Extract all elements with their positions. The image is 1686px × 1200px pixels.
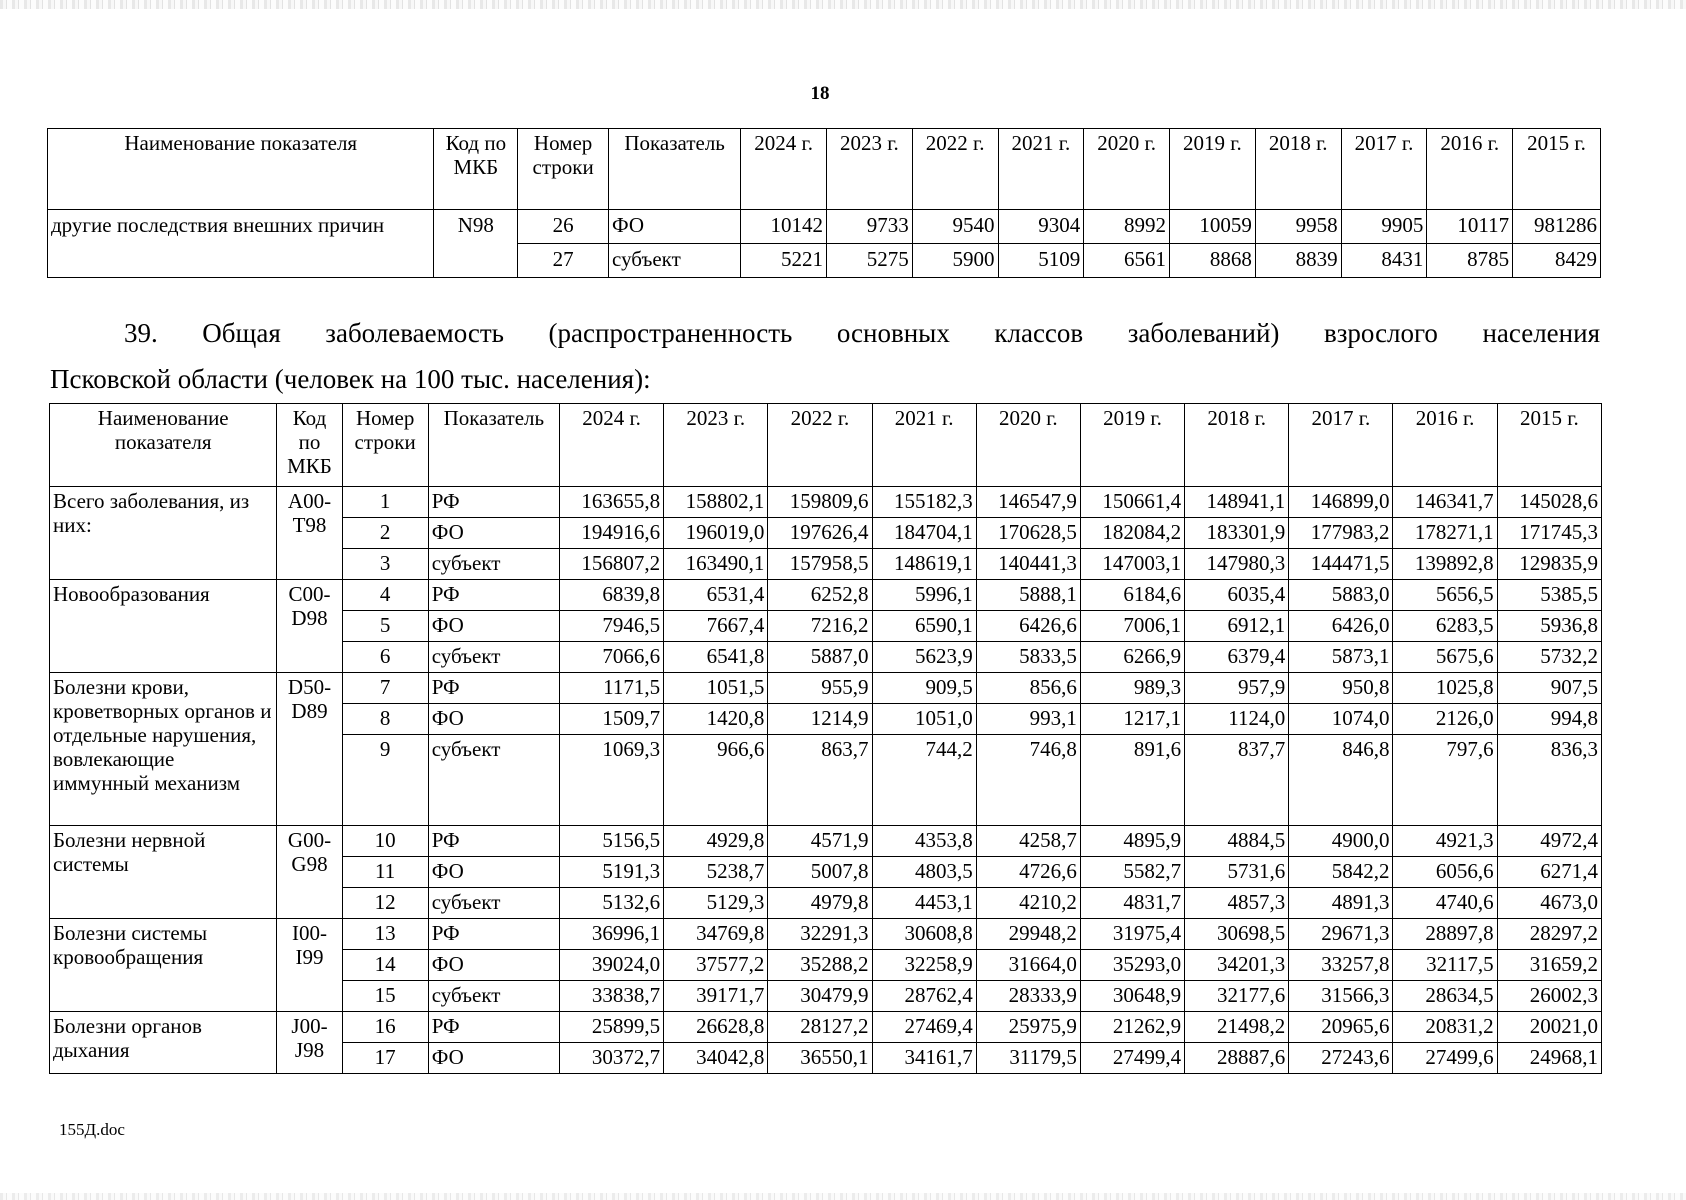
value-cell: 30608,8: [872, 919, 976, 950]
icd-code-cell: A00-T98: [277, 487, 342, 580]
row-number-cell: 12: [342, 888, 428, 919]
value-cell: 182084,2: [1080, 518, 1184, 549]
value-cell: 8785: [1427, 244, 1513, 278]
value-cell: 4258,7: [976, 826, 1080, 857]
value-cell: 28762,4: [872, 981, 976, 1012]
indicator-type-cell: РФ: [428, 673, 559, 704]
column-header: Код по МКБ: [277, 404, 342, 487]
value-cell: 7006,1: [1080, 611, 1184, 642]
value-cell: 9304: [998, 210, 1084, 244]
value-cell: 21262,9: [1080, 1012, 1184, 1043]
page-number: 18: [810, 83, 830, 104]
column-header: Код по МКБ: [434, 129, 518, 210]
value-cell: 4210,2: [976, 888, 1080, 919]
column-header: 2022 г.: [912, 129, 998, 210]
row-number-cell: 2: [342, 518, 428, 549]
value-cell: 28127,2: [768, 1012, 872, 1043]
value-cell: 6531,4: [664, 580, 768, 611]
value-cell: 7216,2: [768, 611, 872, 642]
value-cell: 993,1: [976, 704, 1080, 735]
column-header: 2024 г.: [559, 404, 663, 487]
row-number-cell: 27: [518, 244, 609, 278]
indicator-name-cell: другие последствия внешних причин: [48, 210, 434, 278]
indicator-type-cell: РФ: [428, 487, 559, 518]
value-cell: 20021,0: [1497, 1012, 1601, 1043]
value-cell: 20965,6: [1289, 1012, 1393, 1043]
row-number-cell: 16: [342, 1012, 428, 1043]
value-cell: 28887,6: [1185, 1043, 1289, 1074]
scan-edge-top: [0, 0, 1686, 9]
value-cell: 4857,3: [1185, 888, 1289, 919]
value-cell: 9540: [912, 210, 998, 244]
value-cell: 33838,7: [559, 981, 663, 1012]
indicator-type-cell: ФО: [428, 857, 559, 888]
section-heading-line1: 39. Общая заболеваемость (распространенность основных классов заболеваний) взрослого населения: [124, 318, 1600, 348]
row-number-cell: 3: [342, 549, 428, 580]
value-cell: 981286: [1513, 210, 1601, 244]
value-cell: 1214,9: [768, 704, 872, 735]
value-cell: 196019,0: [664, 518, 768, 549]
column-header: 2016 г.: [1427, 129, 1513, 210]
value-cell: 148941,1: [1185, 487, 1289, 518]
indicator-type-cell: субъект: [609, 244, 741, 278]
indicator-type-cell: ФО: [609, 210, 741, 244]
row-number-cell: 1: [342, 487, 428, 518]
value-cell: 8839: [1255, 244, 1341, 278]
value-cell: 907,5: [1497, 673, 1601, 704]
value-cell: 4972,4: [1497, 826, 1601, 857]
value-cell: 163655,8: [559, 487, 663, 518]
value-cell: 10117: [1427, 210, 1513, 244]
column-header: 2015 г.: [1513, 129, 1601, 210]
table-header-row: [48, 129, 1601, 210]
value-cell: 4673,0: [1497, 888, 1601, 919]
value-cell: 35288,2: [768, 950, 872, 981]
value-cell: 36550,1: [768, 1043, 872, 1074]
row-number-cell: 11: [342, 857, 428, 888]
value-cell: 148619,1: [872, 549, 976, 580]
indicator-name-cell: Болезни органов дыхания: [50, 1012, 277, 1074]
value-cell: 846,8: [1289, 735, 1393, 826]
indicator-type-cell: субъект: [428, 642, 559, 673]
value-cell: 6426,0: [1289, 611, 1393, 642]
value-cell: 32258,9: [872, 950, 976, 981]
value-cell: 28897,8: [1393, 919, 1497, 950]
value-cell: 8431: [1341, 244, 1427, 278]
value-cell: 6426,6: [976, 611, 1080, 642]
value-cell: 4895,9: [1080, 826, 1184, 857]
row-number-cell: 5: [342, 611, 428, 642]
value-cell: 4353,8: [872, 826, 976, 857]
column-header: Показатель: [609, 129, 741, 210]
value-cell: 6561: [1084, 244, 1170, 278]
value-cell: 5582,7: [1080, 857, 1184, 888]
value-cell: 1217,1: [1080, 704, 1184, 735]
value-cell: 856,6: [976, 673, 1080, 704]
value-cell: 140441,3: [976, 549, 1080, 580]
value-cell: 6035,4: [1185, 580, 1289, 611]
row-number-cell: 15: [342, 981, 428, 1012]
value-cell: 4900,0: [1289, 826, 1393, 857]
value-cell: 183301,9: [1185, 518, 1289, 549]
value-cell: 5887,0: [768, 642, 872, 673]
value-cell: 4929,8: [664, 826, 768, 857]
value-cell: 4571,9: [768, 826, 872, 857]
value-cell: 31664,0: [976, 950, 1080, 981]
value-cell: 863,7: [768, 735, 872, 826]
value-cell: 5132,6: [559, 888, 663, 919]
value-cell: 6541,8: [664, 642, 768, 673]
column-header: 2022 г.: [768, 404, 872, 487]
value-cell: 891,6: [1080, 735, 1184, 826]
value-cell: 5156,5: [559, 826, 663, 857]
value-cell: 8992: [1084, 210, 1170, 244]
value-cell: 5842,2: [1289, 857, 1393, 888]
column-header: 2023 г.: [826, 129, 912, 210]
value-cell: 184704,1: [872, 518, 976, 549]
section-heading: [50, 310, 1600, 402]
indicator-type-cell: РФ: [428, 1012, 559, 1043]
value-cell: 147003,1: [1080, 549, 1184, 580]
indicator-type-cell: ФО: [428, 1043, 559, 1074]
value-cell: 155182,3: [872, 487, 976, 518]
value-cell: 9905: [1341, 210, 1427, 244]
indicator-type-cell: РФ: [428, 580, 559, 611]
value-cell: 34769,8: [664, 919, 768, 950]
value-cell: 28333,9: [976, 981, 1080, 1012]
column-header: Наименование показателя: [50, 404, 277, 487]
value-cell: 178271,1: [1393, 518, 1497, 549]
value-cell: 5385,5: [1497, 580, 1601, 611]
value-cell: 30648,9: [1080, 981, 1184, 1012]
icd-code-cell: D50-D89: [277, 673, 342, 826]
value-cell: 4453,1: [872, 888, 976, 919]
table-row: [50, 673, 1602, 704]
value-cell: 35293,0: [1080, 950, 1184, 981]
value-cell: 30698,5: [1185, 919, 1289, 950]
value-cell: 9958: [1255, 210, 1341, 244]
value-cell: 7946,5: [559, 611, 663, 642]
value-cell: 989,3: [1080, 673, 1184, 704]
value-cell: 194916,6: [559, 518, 663, 549]
value-cell: 31566,3: [1289, 981, 1393, 1012]
row-number-cell: 6: [342, 642, 428, 673]
value-cell: 159809,6: [768, 487, 872, 518]
value-cell: 5221: [741, 244, 827, 278]
value-cell: 33257,8: [1289, 950, 1393, 981]
value-cell: 1069,3: [559, 735, 663, 826]
column-header: 2021 г.: [872, 404, 976, 487]
value-cell: 5007,8: [768, 857, 872, 888]
value-cell: 129835,9: [1497, 549, 1601, 580]
indicator-type-cell: ФО: [428, 950, 559, 981]
value-cell: 39024,0: [559, 950, 663, 981]
indicator-type-cell: ФО: [428, 611, 559, 642]
value-cell: 5129,3: [664, 888, 768, 919]
value-cell: 150661,4: [1080, 487, 1184, 518]
value-cell: 5900: [912, 244, 998, 278]
icd-code-cell: I00-I99: [277, 919, 342, 1012]
value-cell: 9733: [826, 210, 912, 244]
value-cell: 31975,4: [1080, 919, 1184, 950]
value-cell: 746,8: [976, 735, 1080, 826]
row-number-cell: 8: [342, 704, 428, 735]
column-header: 2017 г.: [1341, 129, 1427, 210]
value-cell: 34161,7: [872, 1043, 976, 1074]
value-cell: 34201,3: [1185, 950, 1289, 981]
value-cell: 31179,5: [976, 1043, 1080, 1074]
value-cell: 26002,3: [1497, 981, 1601, 1012]
row-number-cell: 14: [342, 950, 428, 981]
value-cell: 28634,5: [1393, 981, 1497, 1012]
value-cell: 157958,5: [768, 549, 872, 580]
value-cell: 955,9: [768, 673, 872, 704]
value-cell: 1509,7: [559, 704, 663, 735]
value-cell: 8429: [1513, 244, 1601, 278]
value-cell: 170628,5: [976, 518, 1080, 549]
indicator-type-cell: РФ: [428, 919, 559, 950]
indicator-name-cell: Новообразования: [50, 580, 277, 673]
value-cell: 29948,2: [976, 919, 1080, 950]
value-cell: 25975,9: [976, 1012, 1080, 1043]
value-cell: 1051,5: [664, 673, 768, 704]
value-cell: 1124,0: [1185, 704, 1289, 735]
value-cell: 27243,6: [1289, 1043, 1393, 1074]
value-cell: 7667,4: [664, 611, 768, 642]
column-header: Номер строки: [518, 129, 609, 210]
column-header: 2023 г.: [664, 404, 768, 487]
value-cell: 7066,6: [559, 642, 663, 673]
column-header: 2020 г.: [976, 404, 1080, 487]
value-cell: 39171,7: [664, 981, 768, 1012]
value-cell: 1025,8: [1393, 673, 1497, 704]
value-cell: 197626,4: [768, 518, 872, 549]
value-cell: 4726,6: [976, 857, 1080, 888]
value-cell: 4884,5: [1185, 826, 1289, 857]
table-header-row: [50, 404, 1602, 487]
table-row: [50, 826, 1602, 857]
value-cell: 158802,1: [664, 487, 768, 518]
indicator-type-cell: субъект: [428, 888, 559, 919]
value-cell: 147980,3: [1185, 549, 1289, 580]
indicator-name-cell: Болезни нервной системы: [50, 826, 277, 919]
value-cell: 4891,3: [1289, 888, 1393, 919]
value-cell: 32117,5: [1393, 950, 1497, 981]
value-cell: 6184,6: [1080, 580, 1184, 611]
value-cell: 5996,1: [872, 580, 976, 611]
value-cell: 6839,8: [559, 580, 663, 611]
value-cell: 837,7: [1185, 735, 1289, 826]
table-morbidity: [49, 403, 1602, 1074]
row-number-cell: 10: [342, 826, 428, 857]
value-cell: 26628,8: [664, 1012, 768, 1043]
value-cell: 144471,5: [1289, 549, 1393, 580]
indicator-type-cell: РФ: [428, 826, 559, 857]
table-continuation: [47, 128, 1601, 278]
value-cell: 5873,1: [1289, 642, 1393, 673]
value-cell: 30372,7: [559, 1043, 663, 1074]
value-cell: 145028,6: [1497, 487, 1601, 518]
value-cell: 2126,0: [1393, 704, 1497, 735]
value-cell: 6266,9: [1080, 642, 1184, 673]
value-cell: 6283,5: [1393, 611, 1497, 642]
value-cell: 5191,3: [559, 857, 663, 888]
value-cell: 4740,6: [1393, 888, 1497, 919]
value-cell: 20831,2: [1393, 1012, 1497, 1043]
value-cell: 5238,7: [664, 857, 768, 888]
table-row: [50, 580, 1602, 611]
value-cell: 27499,4: [1080, 1043, 1184, 1074]
value-cell: 5623,9: [872, 642, 976, 673]
value-cell: 27469,4: [872, 1012, 976, 1043]
column-header: Номер строки: [342, 404, 428, 487]
value-cell: 156807,2: [559, 549, 663, 580]
column-header: 2015 г.: [1497, 404, 1601, 487]
value-cell: 5888,1: [976, 580, 1080, 611]
scan-edge-bottom: [0, 1193, 1686, 1200]
row-number-cell: 26: [518, 210, 609, 244]
icd-code-cell: J00-J98: [277, 1012, 342, 1074]
value-cell: 744,2: [872, 735, 976, 826]
value-cell: 8868: [1170, 244, 1256, 278]
icd-code-cell: N98: [434, 210, 518, 278]
value-cell: 6590,1: [872, 611, 976, 642]
value-cell: 24968,1: [1497, 1043, 1601, 1074]
table-row: [50, 919, 1602, 950]
value-cell: 1420,8: [664, 704, 768, 735]
column-header: 2017 г.: [1289, 404, 1393, 487]
value-cell: 171745,3: [1497, 518, 1601, 549]
value-cell: 10142: [741, 210, 827, 244]
value-cell: 950,8: [1289, 673, 1393, 704]
value-cell: 29671,3: [1289, 919, 1393, 950]
column-header: 2019 г.: [1170, 129, 1256, 210]
footer-filename: 155Д.doc: [59, 1120, 125, 1139]
column-header: 2016 г.: [1393, 404, 1497, 487]
value-cell: 31659,2: [1497, 950, 1601, 981]
value-cell: 5109: [998, 244, 1084, 278]
value-cell: 34042,8: [664, 1043, 768, 1074]
section-heading-line2: Псковской области (человек на 100 тыс. населения):: [50, 364, 651, 394]
value-cell: 6252,8: [768, 580, 872, 611]
row-number-cell: 9: [342, 735, 428, 826]
value-cell: 5731,6: [1185, 857, 1289, 888]
value-cell: 1171,5: [559, 673, 663, 704]
column-header: Показатель: [428, 404, 559, 487]
value-cell: 6056,6: [1393, 857, 1497, 888]
value-cell: 146341,7: [1393, 487, 1497, 518]
value-cell: 5883,0: [1289, 580, 1393, 611]
value-cell: 25899,5: [559, 1012, 663, 1043]
indicator-type-cell: субъект: [428, 981, 559, 1012]
row-number-cell: 7: [342, 673, 428, 704]
column-header: 2021 г.: [998, 129, 1084, 210]
row-number-cell: 13: [342, 919, 428, 950]
indicator-type-cell: ФО: [428, 704, 559, 735]
column-header: 2024 г.: [741, 129, 827, 210]
column-header: 2020 г.: [1084, 129, 1170, 210]
value-cell: 177983,2: [1289, 518, 1393, 549]
value-cell: 4803,5: [872, 857, 976, 888]
indicator-type-cell: субъект: [428, 549, 559, 580]
value-cell: 21498,2: [1185, 1012, 1289, 1043]
row-number-cell: 4: [342, 580, 428, 611]
value-cell: 146547,9: [976, 487, 1080, 518]
value-cell: 32177,6: [1185, 981, 1289, 1012]
column-header: 2018 г.: [1185, 404, 1289, 487]
table-row: [50, 487, 1602, 518]
column-header: 2019 г.: [1080, 404, 1184, 487]
value-cell: 5656,5: [1393, 580, 1497, 611]
value-cell: 36996,1: [559, 919, 663, 950]
indicator-name-cell: Всего заболевания, из них:: [50, 487, 277, 580]
value-cell: 5732,2: [1497, 642, 1601, 673]
value-cell: 994,8: [1497, 704, 1601, 735]
value-cell: 4921,3: [1393, 826, 1497, 857]
value-cell: 797,6: [1393, 735, 1497, 826]
indicator-name-cell: Болезни системы кровообращения: [50, 919, 277, 1012]
value-cell: 30479,9: [768, 981, 872, 1012]
value-cell: 32291,3: [768, 919, 872, 950]
icd-code-cell: G00-G98: [277, 826, 342, 919]
value-cell: 5275: [826, 244, 912, 278]
value-cell: 1074,0: [1289, 704, 1393, 735]
column-header: 2018 г.: [1255, 129, 1341, 210]
icd-code-cell: C00-D98: [277, 580, 342, 673]
value-cell: 37577,2: [664, 950, 768, 981]
indicator-name-cell: Болезни крови, кроветворных органов и отдельные нарушения, вовлекающие иммунный механизм: [50, 673, 277, 826]
value-cell: 6912,1: [1185, 611, 1289, 642]
column-header: Наименование показателя: [48, 129, 434, 210]
value-cell: 27499,6: [1393, 1043, 1497, 1074]
value-cell: 6271,4: [1497, 857, 1601, 888]
value-cell: 28297,2: [1497, 919, 1601, 950]
value-cell: 957,9: [1185, 673, 1289, 704]
value-cell: 836,3: [1497, 735, 1601, 826]
value-cell: 5675,6: [1393, 642, 1497, 673]
value-cell: 163490,1: [664, 549, 768, 580]
value-cell: 4831,7: [1080, 888, 1184, 919]
row-number-cell: 17: [342, 1043, 428, 1074]
value-cell: 139892,8: [1393, 549, 1497, 580]
value-cell: 4979,8: [768, 888, 872, 919]
value-cell: 966,6: [664, 735, 768, 826]
value-cell: 909,5: [872, 673, 976, 704]
table-row: [48, 210, 1601, 244]
indicator-type-cell: субъект: [428, 735, 559, 826]
table-row: [50, 1012, 1602, 1043]
value-cell: 6379,4: [1185, 642, 1289, 673]
value-cell: 5936,8: [1497, 611, 1601, 642]
value-cell: 10059: [1170, 210, 1256, 244]
value-cell: 146899,0: [1289, 487, 1393, 518]
indicator-type-cell: ФО: [428, 518, 559, 549]
value-cell: 5833,5: [976, 642, 1080, 673]
value-cell: 1051,0: [872, 704, 976, 735]
